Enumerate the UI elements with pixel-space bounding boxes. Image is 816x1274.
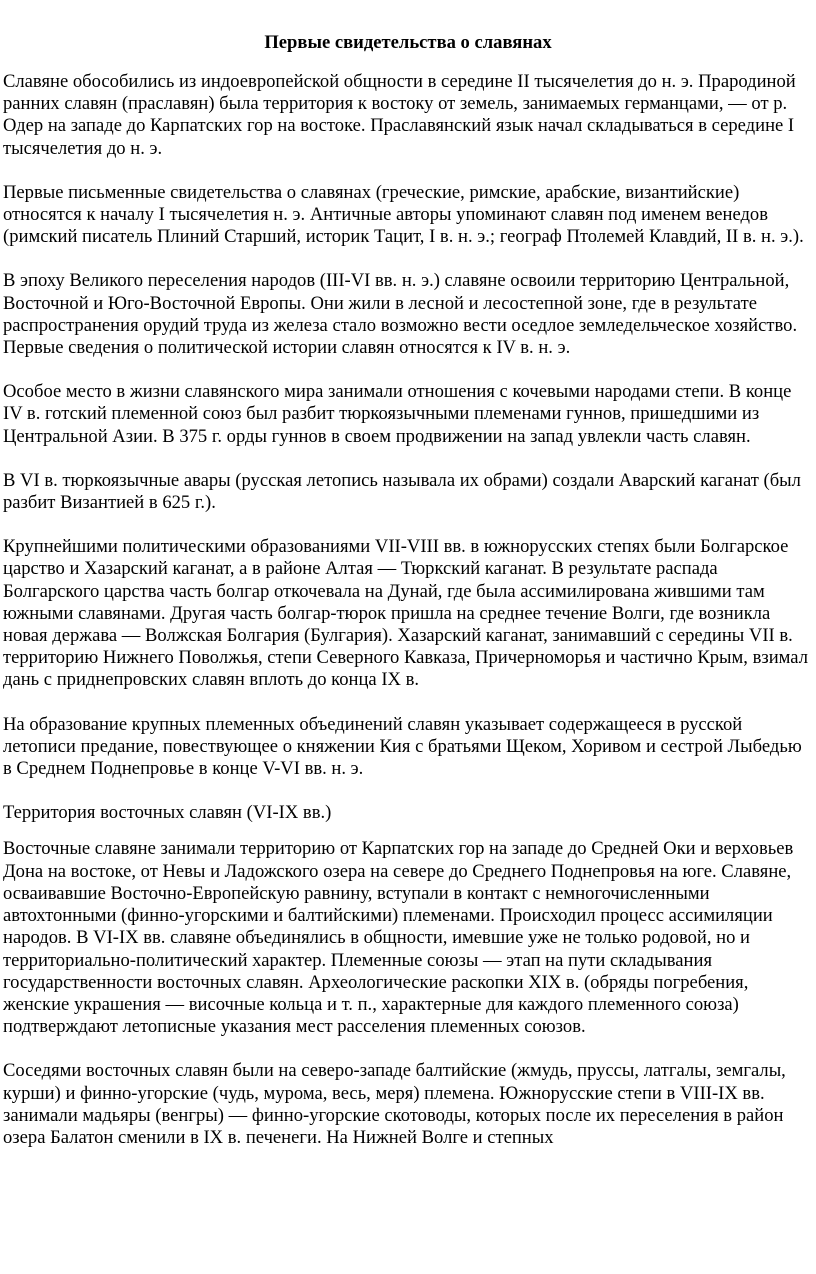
document-title: Первые свидетельства о славянах: [264, 32, 552, 53]
paragraph-written-evidence: Первые письменные свидетельства о славянах (греческие, римские, арабские, византийские) относятся к началу I тысячелетия н. э. Античные авторы упоминают славян под именем венедов (римский писатель Плиний Старший, историк Тацит, I в. н. э.; географ Птолемей Клавдий, II в. н. э.).: [3, 181, 804, 248]
paragraph-avars: В VI в. тюркоязычные авары (русская летопись называла их обрами) создали Аварский каганат (был разбит Византией в 625 г.).: [3, 469, 801, 514]
paragraph-territory: Восточные славяне занимали территорию от Карпатских гор на западе до Средней Оки и верховьев Дона на востоке, от Невы и Ладожского озера на севере до Среднего Поднепровья на юге. Славяне, осваивавшие Восточно-Европейскую равнину, вступали в контакт с немногочисленными автохтонными (финно-угорскими и балтийскими) племенами. Происходил процесс ассимиляции народов. В VI-IX вв. славяне объединялись в общности, имевшие уже не только родовой, но и территориально-политический характер. Племенные союзы — этап на пути складывания государственности восточных славян. Археологические раскопки XIX в. (обряды погребения, женские украшения — височные кольца и т. п., характерные для каждого племенного союза) подтверждают летописные указания мест расселения племенных союзов.: [3, 838, 794, 1038]
paragraph-neighbors: Соседями восточных славян были на северо-западе балтийские (жмудь, пруссы, латгалы, земгалы, курши) и финно-угорские (чудь, мурома, весь, меря) племена. Южнорусские степи в VIII-IX вв. занимали мадьяры (венгры) — финно-угорские скотоводы, которых после их переселения в район озера Балатон сменили в IX в. печенеги. На Нижней Волге и степных: [3, 1060, 786, 1148]
section-heading: Территория восточных славян (VI-IX вв.): [3, 802, 332, 824]
paragraph-nomads: Особое место в жизни славянского мира занимали отношения с кочевыми народами степи. В конце IV в. готский племенной союз был разбит тюркоязычными племенами гуннов, пришедшими из Центральной Азии. В 375 г. орды гуннов в своем продвижении на запад увлекли часть славян.: [3, 381, 792, 447]
paragraph-migration-period: В эпоху Великого переселения народов (III-VI вв. н. э.) славяне освоили территорию Центральной, Восточной и Юго-Восточной Европы. Они жили в лесной и лесостепной зоне, где в результате распространения орудий труда из железа стало возможно вести оседлое земледельческое хозяйство. Первые сведения о политической истории славян относятся к IV в. н. э.: [3, 270, 798, 359]
paragraph-origins: Славяне обособились из индоевропейской общности в середине II тысячелетия до н. э. Прародиной ранних славян (праславян) была территория к востоку от земель, занимаемых германцами, — от р. Одер на западе до Карпатских гор на востоке. Праславянский язык начал складываться в середине I тысячелетия до н. э.: [3, 71, 796, 159]
paragraph-political-formations: Крупнейшими политическими образованиями VII-VIII вв. в южнорусских степях были Болгарское царство и Хазарский каганат, а в районе Алтая — Тюркский каганат. В результате распада Болгарского царства часть болгар откочевала на Дунай, где была ассимилирована жившими там южными славянами. Другая часть болгар-тюрок пришла на среднее течение Волги, где возникла новая держава — Волжская Болгария (Булгария). Хазарский каганат, занимавший с середины VII в. территорию Нижнего Поволжья, степи Северного Кавказа, Причерноморья и частично Крым, взимал дань с приднепровских славян вплоть до конца IX в.: [3, 536, 808, 691]
paragraph-tribal-unions: На образование крупных племенных объединений славян указывает содержащееся в русской летописи предание, повествующее о княжении Кия с братьями Щеком, Хоривом и сестрой Лыбедью в Среднем Поднепровье в конце V-VI вв. н. э.: [3, 713, 802, 780]
